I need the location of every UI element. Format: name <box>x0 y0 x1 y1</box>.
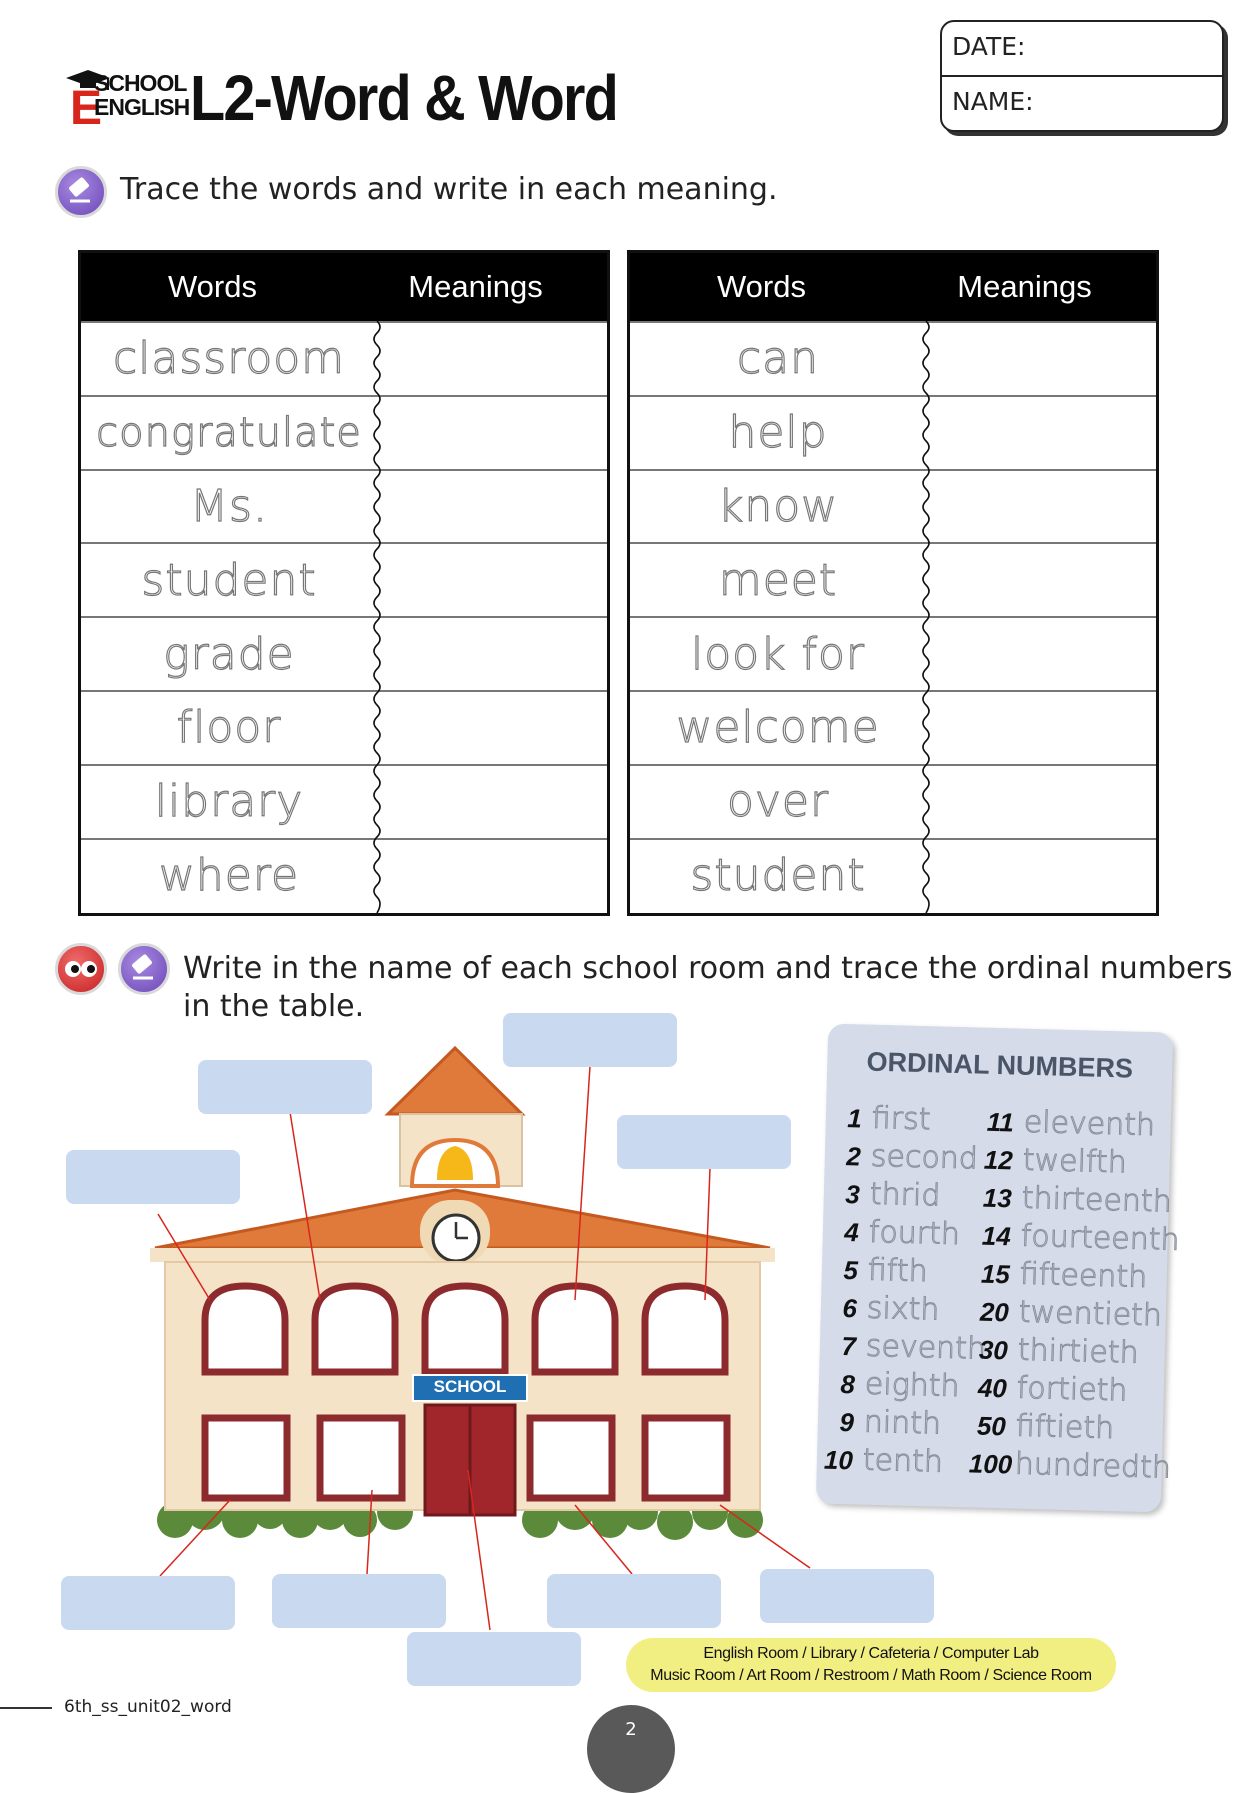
ordinal-item: 15 fifteenth <box>980 1256 1148 1295</box>
trace-word: congratulate <box>96 409 362 456</box>
ordinal-item: 8 eighth <box>840 1366 960 1405</box>
logo-text-school: SCHOOL <box>94 70 187 96</box>
ordinal-item: 7 seventh <box>841 1328 987 1367</box>
room-label-box[interactable] <box>66 1150 240 1204</box>
ordinal-item: 12 twelfth <box>983 1142 1128 1181</box>
ordinal-item: 3 thrid <box>845 1176 941 1214</box>
clock-icon <box>420 1200 490 1264</box>
ordinal-item: 5 fifth <box>843 1252 929 1290</box>
school-sign-text: SCHOOL <box>433 1377 507 1396</box>
trace-word: where <box>158 849 300 901</box>
ordinal-item: 100 hundredth <box>968 1446 1172 1486</box>
trace-word: library <box>154 776 304 828</box>
name-label: NAME: <box>952 87 1034 116</box>
room-label-box[interactable] <box>61 1576 235 1630</box>
front-door <box>425 1405 515 1515</box>
ordinal-item: 2 second <box>846 1138 979 1177</box>
trace-word: grade <box>163 628 295 680</box>
trace-word: classroom <box>112 333 346 385</box>
ordinal-item: 40 fortieth <box>977 1370 1128 1409</box>
room-label-box[interactable] <box>407 1632 581 1686</box>
ordinal-item: 1 first <box>847 1100 931 1138</box>
footer-code: 6th_ss_unit02_word <box>64 1697 232 1717</box>
logo-text-english: ENGLISH <box>94 94 190 120</box>
trace-word: welcome <box>676 702 880 754</box>
room-label-box[interactable] <box>760 1569 934 1623</box>
date-label: DATE: <box>952 32 1026 61</box>
ordinal-item: 4 fourth <box>844 1214 961 1253</box>
trace-word: help <box>728 407 828 459</box>
ordinal-title: ORDINAL NUMBERS <box>866 1046 1134 1084</box>
room-label-box[interactable] <box>503 1013 677 1067</box>
trace-word: meet <box>718 554 838 606</box>
section1-instruction: Trace the words and write in each meaning. <box>120 172 778 207</box>
section2-instruction-line1: Write in the name of each school room and trace the ordinal numbers <box>183 951 1233 986</box>
trace-word: look for <box>690 628 866 680</box>
section2-instruction-line2: in the table. <box>183 989 365 1024</box>
page-number: 2 <box>587 1705 675 1793</box>
ordinal-numbers-card <box>816 1024 1180 1513</box>
ordinal-item: 10 tenth <box>823 1442 944 1480</box>
ordinal-item: 9 ninth <box>839 1404 942 1442</box>
trace-word: student <box>690 849 866 901</box>
col-words: Words <box>716 269 806 304</box>
ordinal-item: 30 thirtieth <box>978 1332 1140 1371</box>
bell-tower <box>388 1048 522 1186</box>
col-words: Words <box>167 269 257 304</box>
ordinal-item: 20 twentieth <box>979 1294 1163 1334</box>
trace-word: over <box>726 776 830 828</box>
svg-text:E: E <box>70 82 103 134</box>
trace-word: can <box>736 333 820 385</box>
col-meanings: Meanings <box>957 269 1092 304</box>
trace-word: know <box>717 480 839 532</box>
ordinal-item: 14 fourteenth <box>981 1218 1180 1258</box>
room-label-box[interactable] <box>547 1574 721 1628</box>
trace-word: floor <box>176 702 282 754</box>
room-label-box[interactable] <box>198 1060 372 1114</box>
trace-word: student <box>141 554 317 606</box>
room-label-box[interactable] <box>272 1574 446 1628</box>
word-bank-line2: Music Room / Art Room / Restroom / Math Room / Science Room <box>650 1667 1092 1684</box>
footer-rule <box>0 1707 52 1709</box>
room-label-box[interactable] <box>617 1115 791 1169</box>
upper-windows <box>205 1286 725 1372</box>
page-title: L2-Word & Word <box>190 62 618 134</box>
word-bank-line1: English Room / Library / Cafeteria / Computer Lab <box>703 1645 1039 1662</box>
col-meanings: Meanings <box>408 269 543 304</box>
ordinal-item: 50 fiftieth <box>976 1408 1115 1447</box>
ordinal-item: 6 sixth <box>842 1290 940 1328</box>
word-bank <box>626 1638 1116 1692</box>
ordinal-item: 13 thirteenth <box>982 1180 1173 1220</box>
ordinal-item: 11 eleventh <box>986 1104 1156 1144</box>
trace-word: Ms. <box>190 480 268 532</box>
